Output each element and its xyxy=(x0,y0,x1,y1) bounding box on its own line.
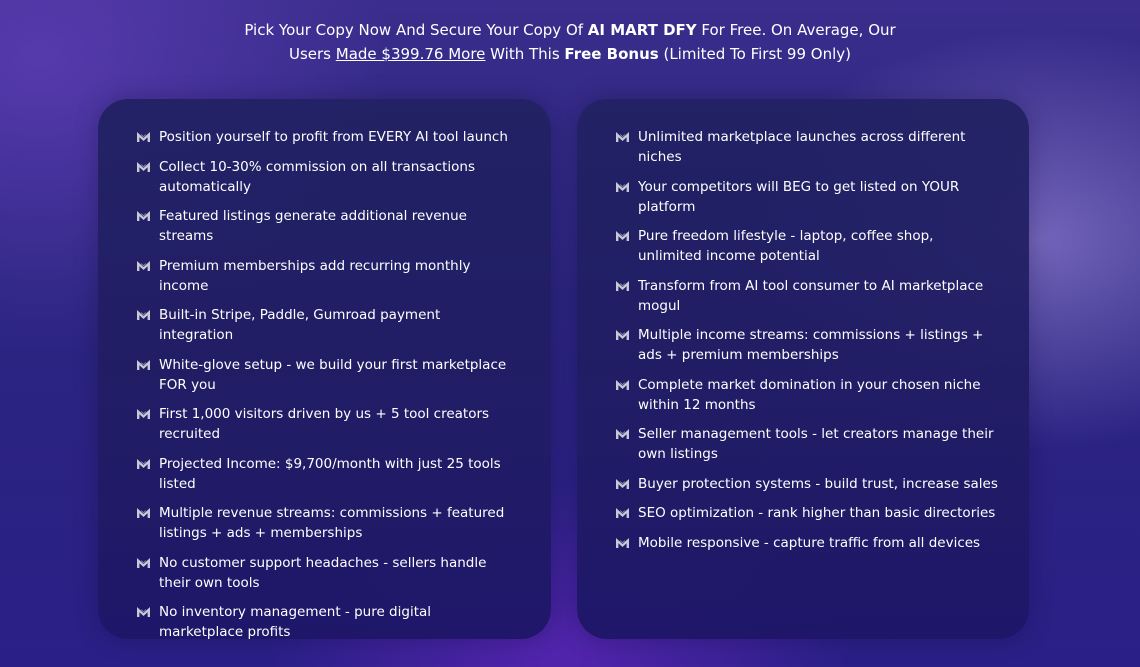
m-logo-icon xyxy=(615,478,630,490)
feature-item xyxy=(615,503,1000,523)
feature-text: Built-in Stripe, Paddle, Gumroad payment integration xyxy=(159,307,441,343)
earnings-link[interactable]: Made $399.76 More xyxy=(335,45,486,63)
feature-text: Complete market domination in your chosen niche within 12 months xyxy=(638,376,981,413)
feature-text: No customer support headaches - sellers handle their own tools xyxy=(159,554,487,591)
feature-item xyxy=(615,226,1000,266)
feature-text: Collect 10-30% commission on all transactions automatically xyxy=(159,158,475,195)
m-logo-icon xyxy=(615,181,630,193)
headline-suffix: For Free. On Average, Our xyxy=(696,21,896,39)
feature-text: Transform from AI tool consumer to AI marketplace mogul xyxy=(638,277,984,314)
headline-middle: With This xyxy=(485,45,565,63)
m-logo-icon xyxy=(615,379,630,391)
m-logo-icon xyxy=(136,161,151,173)
feature-item xyxy=(136,602,518,642)
feature-item xyxy=(615,276,1000,316)
feature-item xyxy=(615,325,1000,365)
feature-item xyxy=(136,503,518,543)
feature-text: Buyer protection systems - build trust, increase sales xyxy=(638,475,998,492)
feature-item xyxy=(136,553,518,593)
free-bonus-label: Free Bonus xyxy=(564,45,659,63)
features-list-left xyxy=(136,127,518,652)
product-name: AI MART DFY xyxy=(587,21,697,39)
feature-text: Pure freedom lifestyle - laptop, coffee shop, unlimited income potential xyxy=(638,228,934,264)
feature-text: Premium memberships add recurring monthly income xyxy=(159,257,471,294)
feature-text: Position yourself to profit from EVERY AI tool launch xyxy=(159,129,508,145)
m-logo-icon xyxy=(615,507,630,519)
m-logo-icon xyxy=(615,329,630,341)
feature-text: Unlimited marketplace launches across different niches xyxy=(638,129,966,165)
feature-text: SEO optimization - rank higher than basic directories xyxy=(638,505,996,521)
m-logo-icon xyxy=(615,230,630,242)
feature-item xyxy=(136,206,518,246)
m-logo-icon xyxy=(136,507,151,519)
features-card-right xyxy=(577,99,1029,639)
feature-item xyxy=(615,474,1000,494)
feature-item xyxy=(615,177,1000,217)
feature-item xyxy=(136,404,518,444)
feature-item xyxy=(136,256,518,296)
headline-limit: (Limited To First 99 Only) xyxy=(658,45,851,63)
m-logo-icon xyxy=(136,557,151,569)
m-logo-icon xyxy=(615,428,630,440)
feature-text: Seller management tools - let creators manage their own listings xyxy=(638,426,994,462)
bonus-headline xyxy=(0,18,1140,66)
m-logo-icon xyxy=(136,606,151,618)
feature-text: Mobile responsive - capture traffic from all devices xyxy=(638,534,981,551)
feature-item xyxy=(615,533,1000,553)
feature-text: Featured listings generate additional revenue streams xyxy=(159,208,467,244)
feature-item xyxy=(136,305,518,345)
feature-item xyxy=(136,355,518,395)
feature-item xyxy=(615,375,1000,415)
feature-text: Multiple income streams: commissions + listings + ads + premium memberships xyxy=(638,327,984,363)
headline-users: Users xyxy=(288,45,336,63)
feature-item xyxy=(136,454,518,494)
m-logo-icon xyxy=(136,260,151,272)
feature-item xyxy=(136,157,518,197)
headline-line-2 xyxy=(0,42,1140,66)
feature-item xyxy=(615,127,1000,167)
feature-item xyxy=(615,424,1000,464)
feature-text: Projected Income: $9,700/month with just 25 tools listed xyxy=(159,455,501,492)
feature-text: First 1,000 visitors driven by us + 5 tool creators recruited xyxy=(159,406,490,442)
headline-prefix: Pick Your Copy Now And Secure Your Copy Of xyxy=(244,21,588,39)
m-logo-icon xyxy=(136,458,151,470)
features-card-left xyxy=(98,99,551,639)
m-logo-icon xyxy=(136,408,151,420)
feature-text: White-glove setup - we build your first marketplace FOR you xyxy=(159,356,507,393)
m-logo-icon xyxy=(615,131,630,143)
m-logo-icon xyxy=(615,280,630,292)
features-list-right xyxy=(615,127,1000,562)
headline-line-1 xyxy=(0,18,1140,42)
m-logo-icon xyxy=(136,210,151,222)
m-logo-icon xyxy=(136,131,151,143)
feature-text: No inventory management - pure digital marketplace profits xyxy=(159,604,432,640)
m-logo-icon xyxy=(136,309,151,321)
feature-text: Your competitors will BEG to get listed on YOUR platform xyxy=(638,178,960,215)
feature-item xyxy=(136,127,518,147)
m-logo-icon xyxy=(615,537,630,549)
m-logo-icon xyxy=(136,359,151,371)
feature-text: Multiple revenue streams: commissions + featured listings + ads + memberships xyxy=(159,505,505,541)
